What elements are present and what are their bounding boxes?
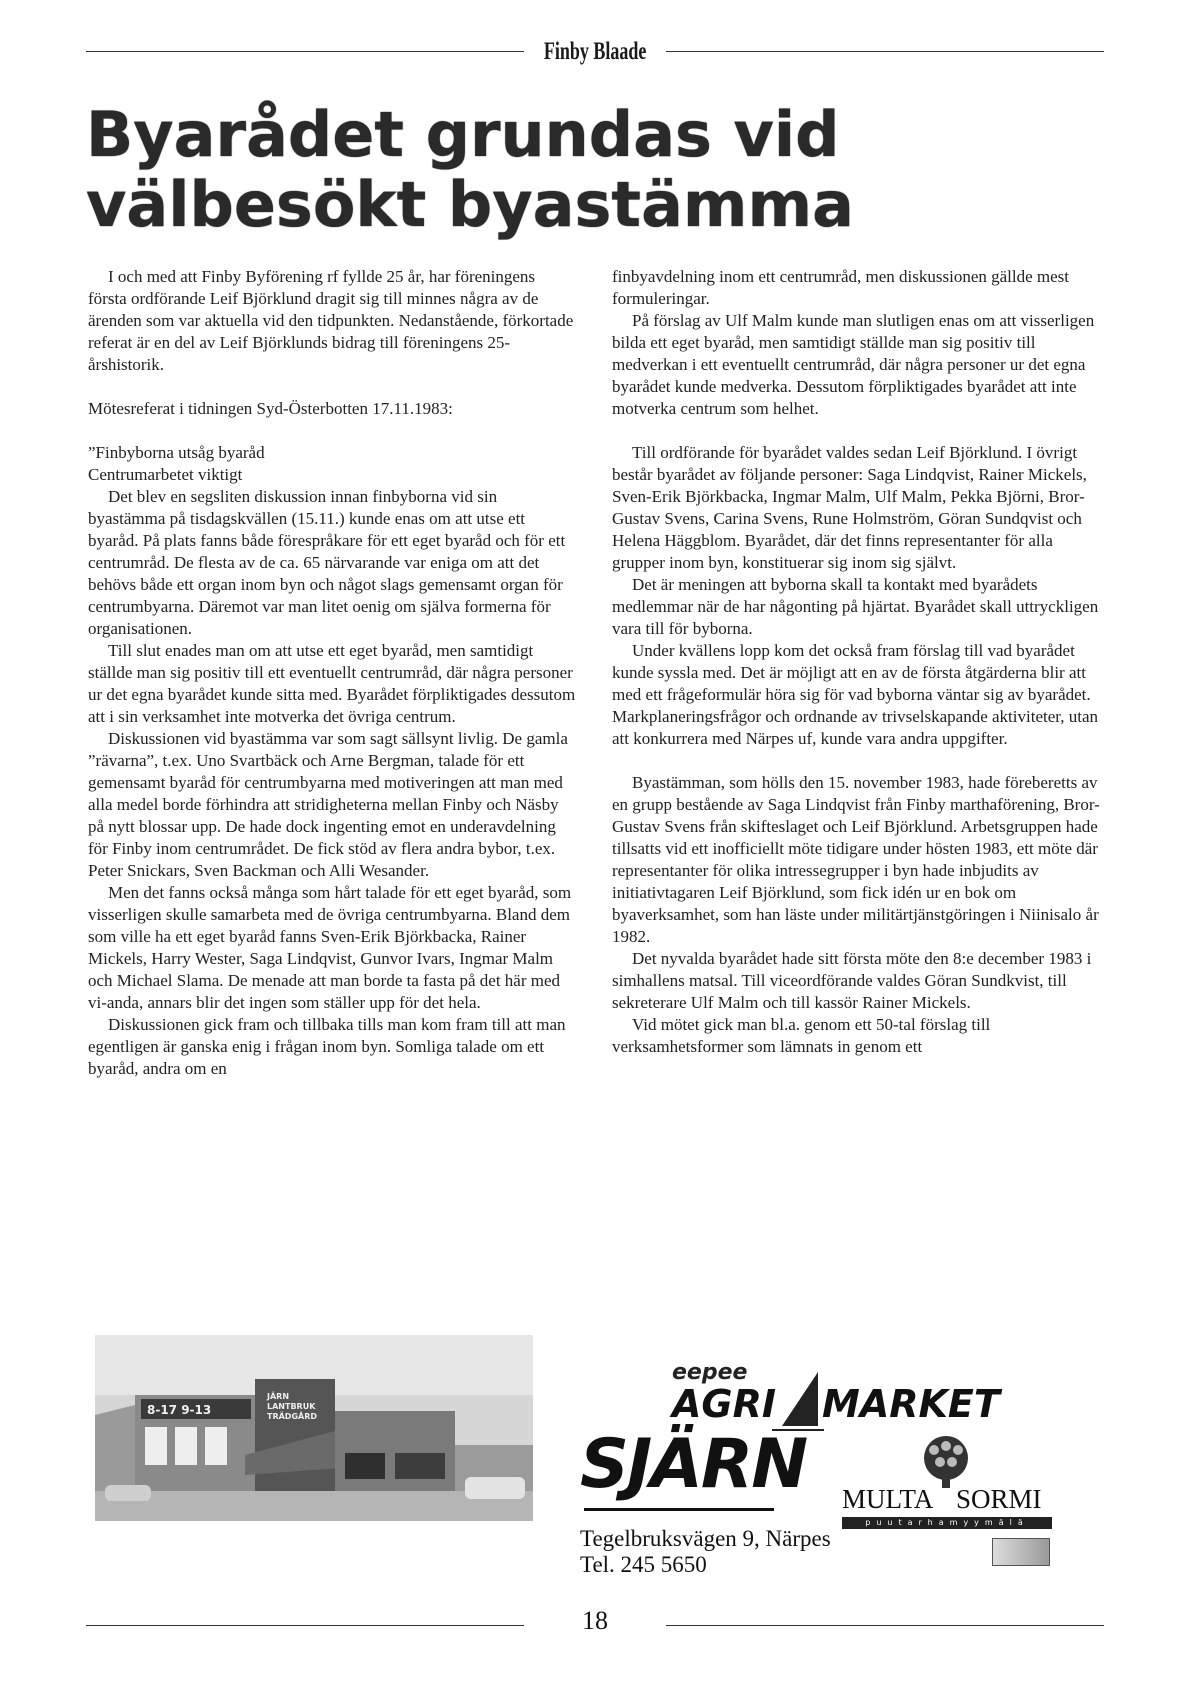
paragraph: Vid mötet gick man bl.a. genom ett 50-tal förslag till verksamhetsformer som lämnats in genom ett [612,1015,991,1056]
page-header [86,38,1104,68]
eepee-logo-text: eepee [672,1360,748,1385]
store-address [580,1526,831,1578]
header-rule-left [86,51,524,52]
market-logo-text: MARKET [822,1382,1000,1426]
paragraph: På förslag av Ulf Malm kunde man slutligen enas om att visserligen bilda ett eget byaråd, men samtidigt ställde man sig positiv till medverkan i ett eventuellt centrumråd, där några personer ur det egna byarådet kunde medverka. Dessutom förpliktigades byarådet att inte motverka centrum som helhet. [612,311,1095,418]
paragraph: Under kvällens lopp kom det också fram förslag till vad byarådet kunde syssla med. Det är möjligt att en av de första åtgärderna blir att med ett frågeformulär höra sig för vad byborna väntar sig av byarådet. Markplaneringsfrågor och ordnande av trivselskapande aktiviteter, utan att konkurrera med Närpes uf, kunde vara andra uppgifter. [612,641,1099,748]
store-photo [95,1335,533,1521]
paragraph: Diskussionen vid byastämma var som sagt sällsynt livlig. De gamla ”rävarna”, t.ex. Uno Svartbäck och Arne Bergman, talade för ett gemensamt byaråd för centrumbyarna med motiveringen att man med alla medel borde förhindra att stridigheterna mellan Finby och Näsby på nytt blossar upp. De hade dock ingenting emot en underavdelning för Finby inom centrumrådet. De fick stöd av flera andra bybor, t.ex. Peter Snickars, Sven Backman och Alli Wesander. [88,729,568,880]
footer-rule-left [86,1625,524,1626]
hours-sign: 8-17 9-13 [147,1403,212,1417]
store-sign-2: LANTBRUK [267,1402,316,1411]
sjarn-logo: SJÄRN [580,1425,807,1504]
page-footer [86,1606,1104,1642]
paragraph: Det är meningen att byborna skall ta kontakt med byarådets medlemmar när de har någonting på hjärtat. Byarådet skall uttryckligen vara till för byborna. [612,575,1099,638]
page-number: 18 [582,1606,608,1635]
subheading-1: ”Finbyborna utsåg byaråd [88,443,265,462]
paragraph: Men det fanns också många som hårt talade för ett eget byaråd, som visserligen skulle samarbeta med de övriga centrumbyarna. Bland dem som ville ha ett eget byaråd fanns Sven-Erik Björkbacka, Rainer Mickels, Harry Wester, Saga Lindqvist, Gunvor Ivars, Ingmar Malm och Michael Slama. De menade att man borde ta fasta på det här med vi-anda, annars blir det ingen som ställer upp för det hela. [88,883,572,1012]
paragraph: finbyavdelning inom ett centrumråd, men diskussionen gällde mest formuleringar. [612,267,1070,308]
sjarn-logo-underline [584,1508,774,1511]
footer-rule-right [666,1625,1104,1626]
paragraph: Till slut enades man om att utse ett eget byaråd, men samtidigt ställde man sig positiv till ett eventuellt centrumråd, där några personer ur det egna byarådet kunde sitta med. Byarådet förpliktigades dessutom att i sin verksamhet inte motverka det övriga centrum. [88,641,576,726]
store-sign-3: TRÄDGÅRD [267,1412,318,1421]
advertisement [560,1360,1100,1577]
multa-sormi-logo [842,1434,1062,1564]
multa-text: MULTA [842,1484,934,1514]
tree-logo-icon [916,1434,976,1488]
article-column-right [612,266,1100,1058]
multa-tagline: puutarhamyymälä [842,1517,1052,1529]
paragraph-intro: I och med att Finby Byförening rf fyllde 25 år, har föreningens första ordförande Leif Björklund dragit sig till minnes några av de ärenden som var aktuella vid den tidpunkten. Nedanstående, förkortade referat är en del av Leif Björklunds bidrag till föreningens 25-årshistorik. [88,267,574,374]
sormi-text: SORMI [956,1484,1042,1514]
headline-line-1: Byarådet grundas vid [86,98,840,171]
subheading-2: Centrumarbetet viktigt [88,465,243,484]
paragraph: Det blev en segsliten diskussion innan finbyborna vid sin byastämma på tisdagskvällen (15.11.) kunde enas om att utse ett byaråd. På plats fanns både förespråkare för ett eget byaråd och för ett centrumråd. De flesta av de ca. 65 närvarande var eniga om att det behövs både ett organ inom byn och något slags gemensamt organ för centrumbyarna. Däremot var man litet oenig om själva formerna för organisationen. [88,487,566,638]
headline-line-2: välbesökt byastämma [86,168,854,241]
paragraph: Det nyvalda byarådet hade sitt första möte den 8:e december 1983 i simhallens matsal. Till viceordförande valdes Göran Sundkvist, till sekreterare Ulf Malm och till kassör Rainer Mickels. [612,949,1092,1012]
publication-title: Finby Blaade [543,38,647,65]
agri-logo-text: AGRI [672,1382,776,1426]
article-column-left [88,266,576,1080]
paragraph-source: Mötesreferat i tidningen Syd-Österbotten 17.11.1983: [88,399,453,418]
phone-line: Tel. 245 5650 [580,1552,707,1577]
paragraph: Diskussionen gick fram och tillbaka tills man kom fram till att man egentligen är ganska enig i frågan inom byn. Somliga talade om ett byaråd, andra om en [88,1015,566,1078]
member-badge-icon [992,1538,1050,1566]
sail-logo-icon [772,1370,824,1432]
store-sign-1: JÄRN [267,1392,290,1401]
header-rule-right [666,51,1104,52]
paragraph: Byastämman, som hölls den 15. november 1983, hade föreberetts av en grupp bestående av Saga Lindqvist från Finby marthaförening, Bror-Gustav Svens från skifteslaget och Leif Björklund. Arbetsgruppen hade tillsatts vid ett inofficiellt möte tidigare under hösten 1983, ett möte där representanter för olika intressegrupper i byn hade inbjudits av initiativtagaren Leif Björklund, som fick idén ur en bok om byaverksamhet, som han läste under militärtjänstgöringen i Niinisalo år 1982. [612,773,1100,946]
address-line: Tegelbruksvägen 9, Närpes [580,1526,831,1551]
store-building-illustration [95,1335,533,1521]
paragraph: Till ordförande för byarådet valdes sedan Leif Björklund. I övrigt består byarådet av följande personer: Saga Lindqvist, Rainer Mickels, Sven-Erik Björkbacka, Ingmar Malm, Ulf Malm, Pekka Björni, Bror-Gustav Svens, Carina Svens, Rune Holmström, Göran Sundqvist och Helena Häggblom. Byarådet, där det finns representanter för alla grupper inom byn, konstituerar sig inom sig självt. [612,443,1087,572]
article-headline [86,100,1096,240]
